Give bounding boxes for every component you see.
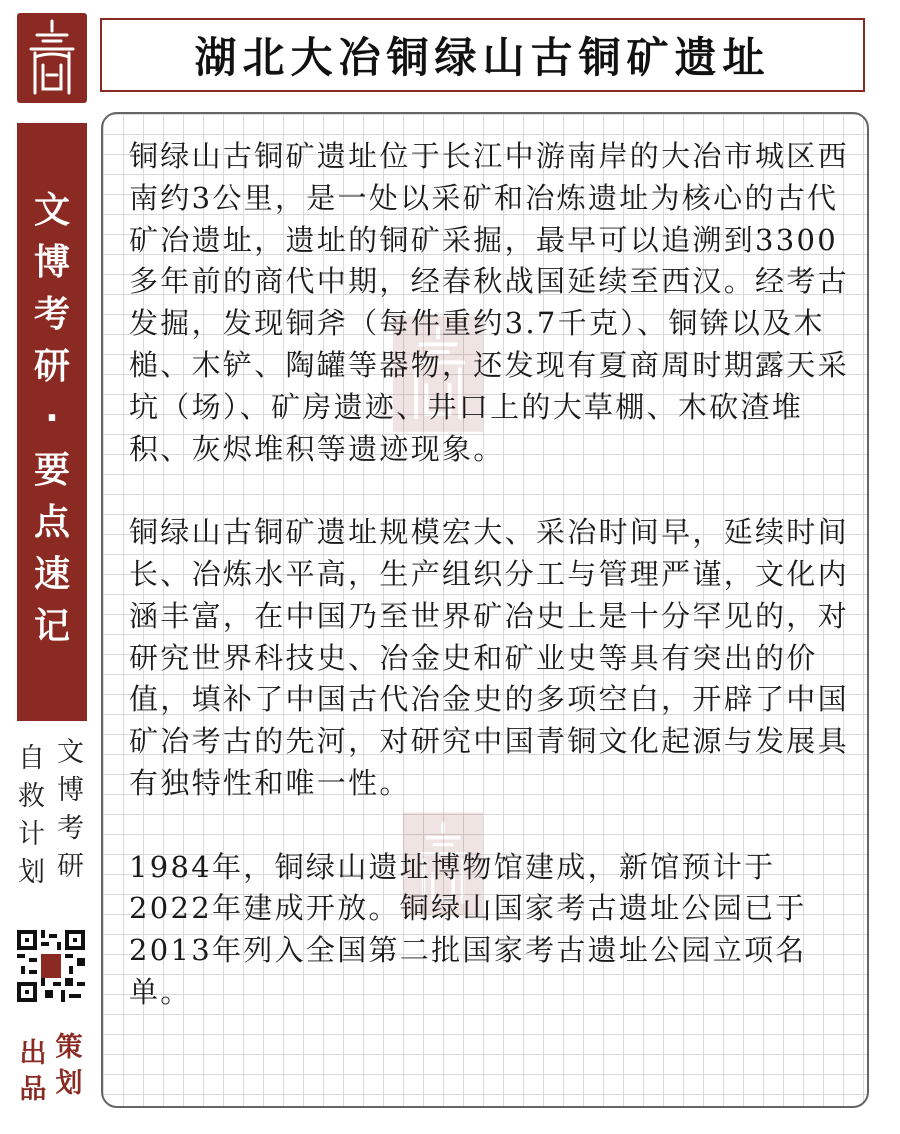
side-banner-text [17, 185, 87, 653]
banner-char: 要 [33, 450, 70, 491]
credit-left [16, 1036, 50, 1108]
paragraph: 铜绿山古铜矿遗址位于长江中游南岸的大冶市城区西南约3公里，是一处以采矿和冶炼遗址为核心的古代矿冶遗址，遗址的铜矿采掘，最早可以追溯到3300多年前的商代中期，经春秋战国延续至西汉。经考古发掘，发现铜斧（每件重约3.7千克）、铜锛以及木槌、木铲、陶罐等器物，还发现有夏商周时期露天采坑（场）、矿房遗迹、井口上的大草棚、木砍渣堆积、灰烬堆积等遗迹现象。 [129, 139, 849, 466]
banner-char: 文 [33, 190, 70, 231]
banner-char: 博 [33, 242, 70, 283]
slogan-char: 文 [57, 737, 84, 768]
qr-code-icon[interactable] [17, 930, 85, 1002]
slogan-char: 救 [18, 781, 45, 812]
slogan [15, 737, 90, 892]
slogan-right [54, 734, 87, 892]
article-body [129, 136, 851, 1056]
banner-char: 点 [33, 502, 70, 543]
slogan-char: 划 [18, 857, 45, 888]
paragraph: 铜绿山古铜矿遗址规模宏大、采冶时间早，延续时间长、冶炼水平高，生产组织分工与管理严谨，文化内涵丰富，在中国乃至世界矿冶史上是十分罕见的，对研究世界科技史、冶金史和矿业史等具有突出的价值，填补了中国古代冶金史的多项空白，开辟了中国矿冶考古的先河，对研究中国青铜文化起源与发展具有独特性和唯一性。 [129, 515, 849, 800]
content-card [101, 112, 869, 1108]
banner-char: 记 [33, 606, 70, 647]
credit-right [52, 1030, 86, 1108]
page-title: 湖北大冶铜绿山古铜矿遗址 [194, 33, 771, 82]
credit-char: 划 [55, 1068, 83, 1099]
slogan-char: 自 [18, 743, 45, 774]
slogan-char: 考 [57, 813, 84, 844]
seal-logo-icon [17, 13, 87, 103]
slogan-char: 计 [18, 819, 45, 850]
paragraph: 1984年，铜绿山遗址博物馆建成，新馆预计于2022年建成开放。铜绿山国家考古遗址公园已于2013年列入全国第二批国家考古遗址公园立项名单。 [129, 849, 807, 1009]
banner-char: 速 [33, 554, 70, 595]
slogan-left [15, 740, 48, 892]
credit-char: 出 [19, 1038, 47, 1069]
credit-char: 品 [19, 1074, 47, 1105]
slogan-char: 研 [57, 851, 84, 882]
banner-char: 研 [33, 346, 70, 387]
title-banner [100, 18, 865, 92]
credit-char: 策 [55, 1032, 83, 1063]
banner-char: · [45, 398, 59, 439]
banner-char: 考 [33, 294, 70, 335]
side-banner [17, 123, 87, 721]
slogan-char: 博 [57, 775, 84, 806]
credit [16, 1030, 88, 1108]
